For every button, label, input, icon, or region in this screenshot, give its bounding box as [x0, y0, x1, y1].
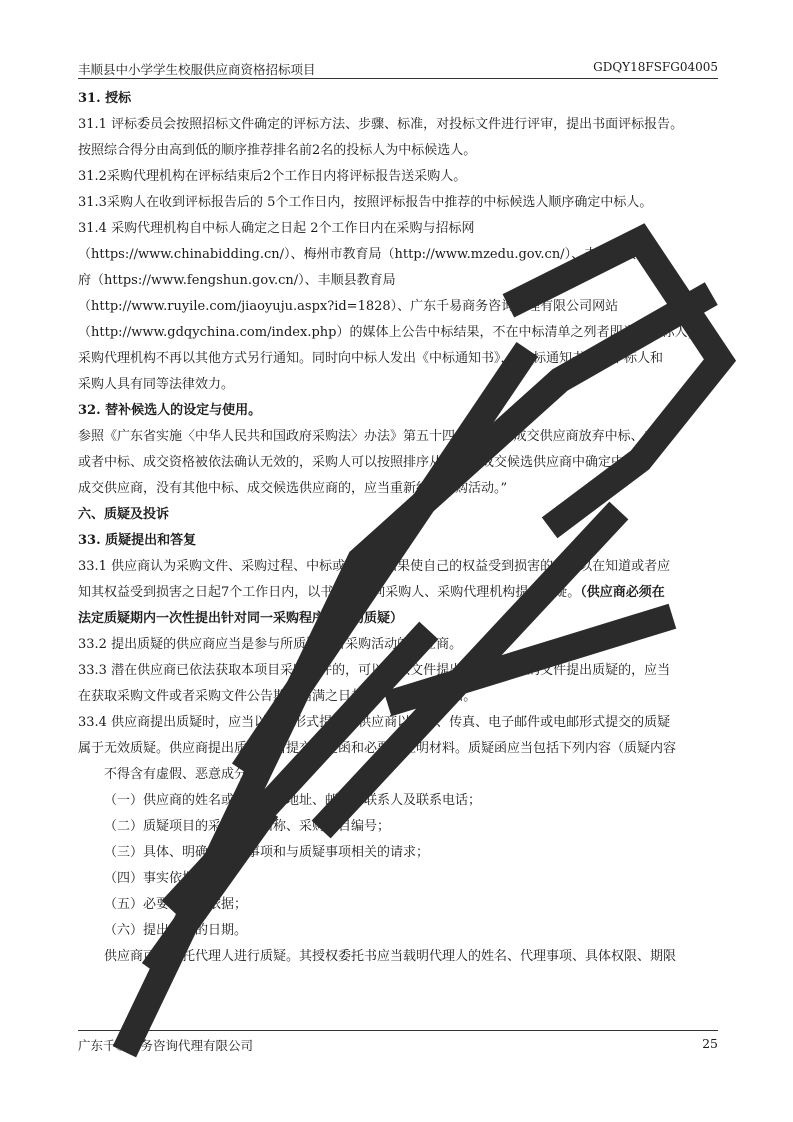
text-line — [78, 346, 718, 372]
text-line — [78, 86, 718, 112]
text-line-content: （四）事实依据； — [104, 871, 209, 886]
text-line — [78, 918, 718, 944]
text-line — [78, 840, 718, 866]
text-line-content: 31.2采购代理机构在评标结束后2个工作日内将评标报告送采购人。 — [78, 169, 467, 184]
text-line-content: 采购人具有同等法律效力。 — [78, 377, 235, 392]
text-line — [78, 944, 718, 970]
text-line-content: （http://www.ruyile.com/jiaoyuju.aspx?id=1828）、广东千易商务咨询代理有限公司网站 — [78, 299, 619, 314]
text-line — [78, 242, 718, 268]
text-line-content: 33. 质疑提出和答复 — [78, 533, 197, 548]
text-line — [78, 320, 718, 346]
text-line-content: 不得含有虚假、恶意成分）： — [104, 767, 267, 782]
text-line-content: （https://www.chinabidding.cn/）、梅州市教育局（http://www.mzedu.gov.cn/）、丰顺县人民政 — [78, 247, 663, 262]
page-header — [78, 60, 718, 79]
text-line-content: 参照《广东省实施〈中华人民共和国政府采购法〉办法》第五十四条“中标、成交供应商放弃中标、成交 — [78, 429, 670, 444]
text-line-content: 供应商可以委托代理人进行质疑。其授权委托书应当载明代理人的姓名、代理事项、具体权限、期限 — [104, 949, 677, 964]
text-line — [78, 398, 718, 424]
text-line-content: 32. 替补候选人的设定与使用。 — [78, 403, 262, 418]
text-line-content: 33.4 供应商提出质疑时，应当以书面形式提出。供应商以电话、传真、电子邮件或电邮形式提交的质疑 — [78, 715, 671, 730]
text-line-content: 31. 授标 — [78, 91, 132, 106]
text-line — [78, 294, 718, 320]
text-line — [78, 632, 718, 658]
text-line-content: 33.2 提出质疑的供应商应当是参与所质疑项目采购活动的供应商。 — [78, 637, 463, 652]
text-line — [78, 424, 718, 450]
text-line — [78, 138, 718, 164]
text-line — [78, 580, 718, 606]
text-line-content: 府（https://www.fengshun.gov.cn/）、丰顺县教育局 — [78, 273, 396, 288]
document-body — [78, 86, 718, 970]
project-title: 丰顺县中小学学生校服供应商资格招标项目 — [78, 62, 316, 77]
text-line-content: 33.3 潜在供应商已依法获取本项目采购文件的，可以对该文件提出质疑。对采购文件提出质疑的，应当 — [78, 663, 671, 678]
text-line — [78, 658, 718, 684]
text-line — [78, 268, 718, 294]
text-line — [78, 684, 718, 710]
text-line — [78, 892, 718, 918]
text-line — [78, 606, 718, 632]
text-line-content: 31.3采购人在收到评标报告后的 5个工作日内，按照评标报告中推荐的中标候选人顺序确定中标人。 — [78, 195, 653, 210]
project-code: GDQY18FSFG04005 — [593, 60, 718, 74]
text-line — [78, 372, 718, 398]
text-line — [78, 554, 718, 580]
text-line-content: （二）质疑项目的采购项目名称、采购项目编号； — [104, 819, 391, 834]
text-line — [78, 528, 718, 554]
page-number: 25 — [702, 1036, 718, 1051]
text-line — [78, 216, 718, 242]
text-line — [78, 164, 718, 190]
text-line — [78, 476, 718, 502]
text-line — [78, 814, 718, 840]
text-line — [78, 762, 718, 788]
page-footer — [78, 1030, 718, 1053]
text-line-content: 属于无效质疑。供应商提出质疑应当提交质疑函和必要的证明材料。质疑函应当包括下列内容（质疑内容 — [78, 741, 677, 756]
text-line-content: 六、质疑及投诉 — [78, 507, 170, 522]
text-line-content: 法定质疑期内一次性提出针对同一采购程序环节的质疑） — [78, 611, 404, 626]
text-line-content: （五）必要的法律依据； — [104, 897, 248, 912]
text-line-content: 在获取采购文件或者采购文件公告期限届满之日起7个工作日内提出。 — [78, 689, 477, 704]
text-line-content: 按照综合得分由高到低的顺序推荐排名前2名的投标人为中标候选人。 — [78, 143, 477, 158]
text-line-content: 采购代理机构不再以其他方式另行通知。同时向中标人发出《中标通知书》，《中标通知书》对中标人和 — [78, 351, 664, 366]
text-line-content: 成交供应商，没有其他中标、成交候选供应商的，应当重新组织采购活动。” — [78, 481, 508, 496]
text-line — [78, 710, 718, 736]
text-line — [78, 190, 718, 216]
text-line — [78, 450, 718, 476]
text-line-content: 知其权益受到损害之日起7个工作日内，以书面形式向采购人、采购代理机构提出质疑。 — [78, 585, 581, 600]
text-line-content: （一）供应商的姓名或者名称、地址、邮编、联系人及联系电话； — [104, 793, 482, 808]
text-line-content: （三）具体、明确的质疑事项和与质疑事项相关的请求； — [104, 845, 430, 860]
text-line-content: （http://www.gdqychina.com/index.php）的媒体上公告中标结果，不在中标清单之列者即为未中标人， — [78, 325, 701, 340]
text-line — [78, 112, 718, 138]
text-line-content: 33.1 供应商认为采购文件、采购过程、中标或者成交结果使自己的权益受到损害的，可以在知道或者应 — [78, 559, 671, 574]
text-line — [78, 866, 718, 892]
text-line — [78, 736, 718, 762]
text-line-content: 31.4 采购代理机构自中标人确定之日起 2个工作日内在采购与招标网 — [78, 221, 475, 236]
footer-company: 广东千易商务咨询代理有限公司 — [78, 1038, 254, 1053]
text-line-bold-tail: （供应商必须在 — [580, 585, 665, 600]
text-line-content: （六）提出质疑的日期。 — [104, 923, 248, 938]
text-line — [78, 502, 718, 528]
text-line-content: 或者中标、成交资格被依法确认无效的，采购人可以按照排序从中标、成交候选供应商中确定中标、 — [78, 455, 651, 470]
text-line-content: 31.1 评标委员会按照招标文件确定的评标方法、步骤、标准，对投标文件进行评审，提出书面评标报告。 — [78, 117, 684, 132]
text-line — [78, 788, 718, 814]
